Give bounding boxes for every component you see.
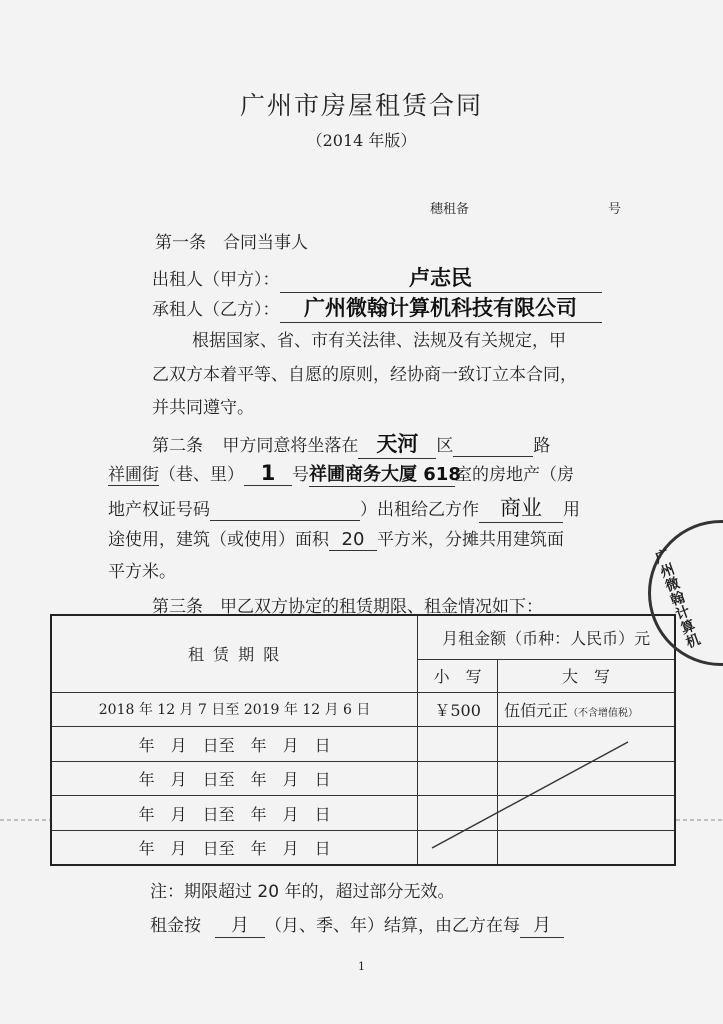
term-note: 注：期限超过 20 年的，超过部分无效。 (150, 882, 455, 902)
row1-period: 2018 年 12 月 7 日至 2019 年 12 月 6 日 (51, 692, 418, 727)
edition-label: （2014 年版） (306, 131, 417, 150)
rent-to-text: ）出租给乙方作 (360, 500, 479, 520)
number-value: 1 (244, 461, 292, 486)
rent-period-value: 月 (215, 911, 265, 938)
registration-suffix: 号 (608, 202, 622, 217)
rent-payment-text: （月、季、年）结算，由乙方在每 (265, 916, 520, 936)
page-number: 1 (358, 960, 365, 973)
lessee-name: 广州微翰计算机科技有限公司 (280, 292, 602, 323)
header-lease-period: 租 赁 期 限 (51, 615, 418, 692)
row1-small-amount: ￥500 (418, 692, 498, 727)
empty-period: 年 月 日至 年 月 日 (51, 761, 418, 796)
empty-period: 年 月 日至 年 月 日 (51, 830, 418, 865)
header-small-amount: 小 写 (418, 660, 498, 693)
rent-payment-line (150, 911, 564, 938)
district-suffix: 区 (436, 436, 454, 456)
rent-period-value-2: 月 (520, 911, 564, 938)
article-2-heading: 第二条 (152, 436, 203, 456)
area-unit-text: 平方米，分摊共用建筑面 (377, 530, 564, 550)
street-value: 祥圃街 (108, 460, 159, 486)
article-3-heading: 第三条 甲乙双方协定的租赁期限、租金情况如下： (152, 597, 543, 617)
lessee-label: 承租人（乙方）： (152, 300, 280, 320)
contract-title: 广州市房屋租赁合同 (239, 91, 483, 120)
rent-payment-label: 租金按 (150, 916, 201, 936)
article-1-paragraph-line-3: 并共同遵守。 (152, 398, 254, 418)
seal-text: 广州微翰计算机 (653, 547, 703, 652)
room-suffix: 室的房地产（房 (455, 465, 574, 485)
article-1-paragraph-line-2: 乙双方本着平等、自愿的原则，经协商一致订立本合同， (152, 365, 577, 385)
header-monthly-rent: 月租金额（币种：人民币）元 (418, 615, 675, 660)
lane-suffix: （巷、里） (159, 465, 244, 485)
lessor-label: 出租人（甲方）： (152, 270, 280, 290)
registration-label: 穗租备 (430, 202, 470, 217)
usage-value: 商业 (479, 492, 563, 523)
use-suffix: 用 (563, 500, 580, 520)
empty-period: 年 月 日至 年 月 日 (51, 796, 418, 831)
hao-suffix: 号 (292, 465, 309, 485)
lessor-name: 卢志民 (280, 262, 602, 293)
building-value: 祥圃商务大厦 618 (309, 460, 455, 487)
article-1-paragraph-line-1: 根据国家、省、市有关法律、法规及有关规定，甲 (192, 331, 566, 351)
row1-tax-note: （不含增值税） (568, 707, 639, 719)
area-label: 途使用，建筑（或使用）面积 (108, 530, 329, 550)
district-value: 天河 (358, 428, 436, 459)
road-suffix: 路 (533, 436, 551, 456)
article-2-line-5: 平方米。 (108, 562, 176, 582)
row1-big-value: 伍佰元正 (504, 700, 569, 720)
article-1-heading: 第一条 合同当事人 (155, 233, 308, 253)
empty-period: 年 月 日至 年 月 日 (51, 727, 418, 762)
article-2-text: 甲方同意将坐落在 (222, 436, 359, 456)
header-big-amount: 大 写 (498, 660, 675, 693)
area-value: 20 (329, 529, 377, 551)
cert-label: 地产权证号码 (108, 500, 210, 520)
